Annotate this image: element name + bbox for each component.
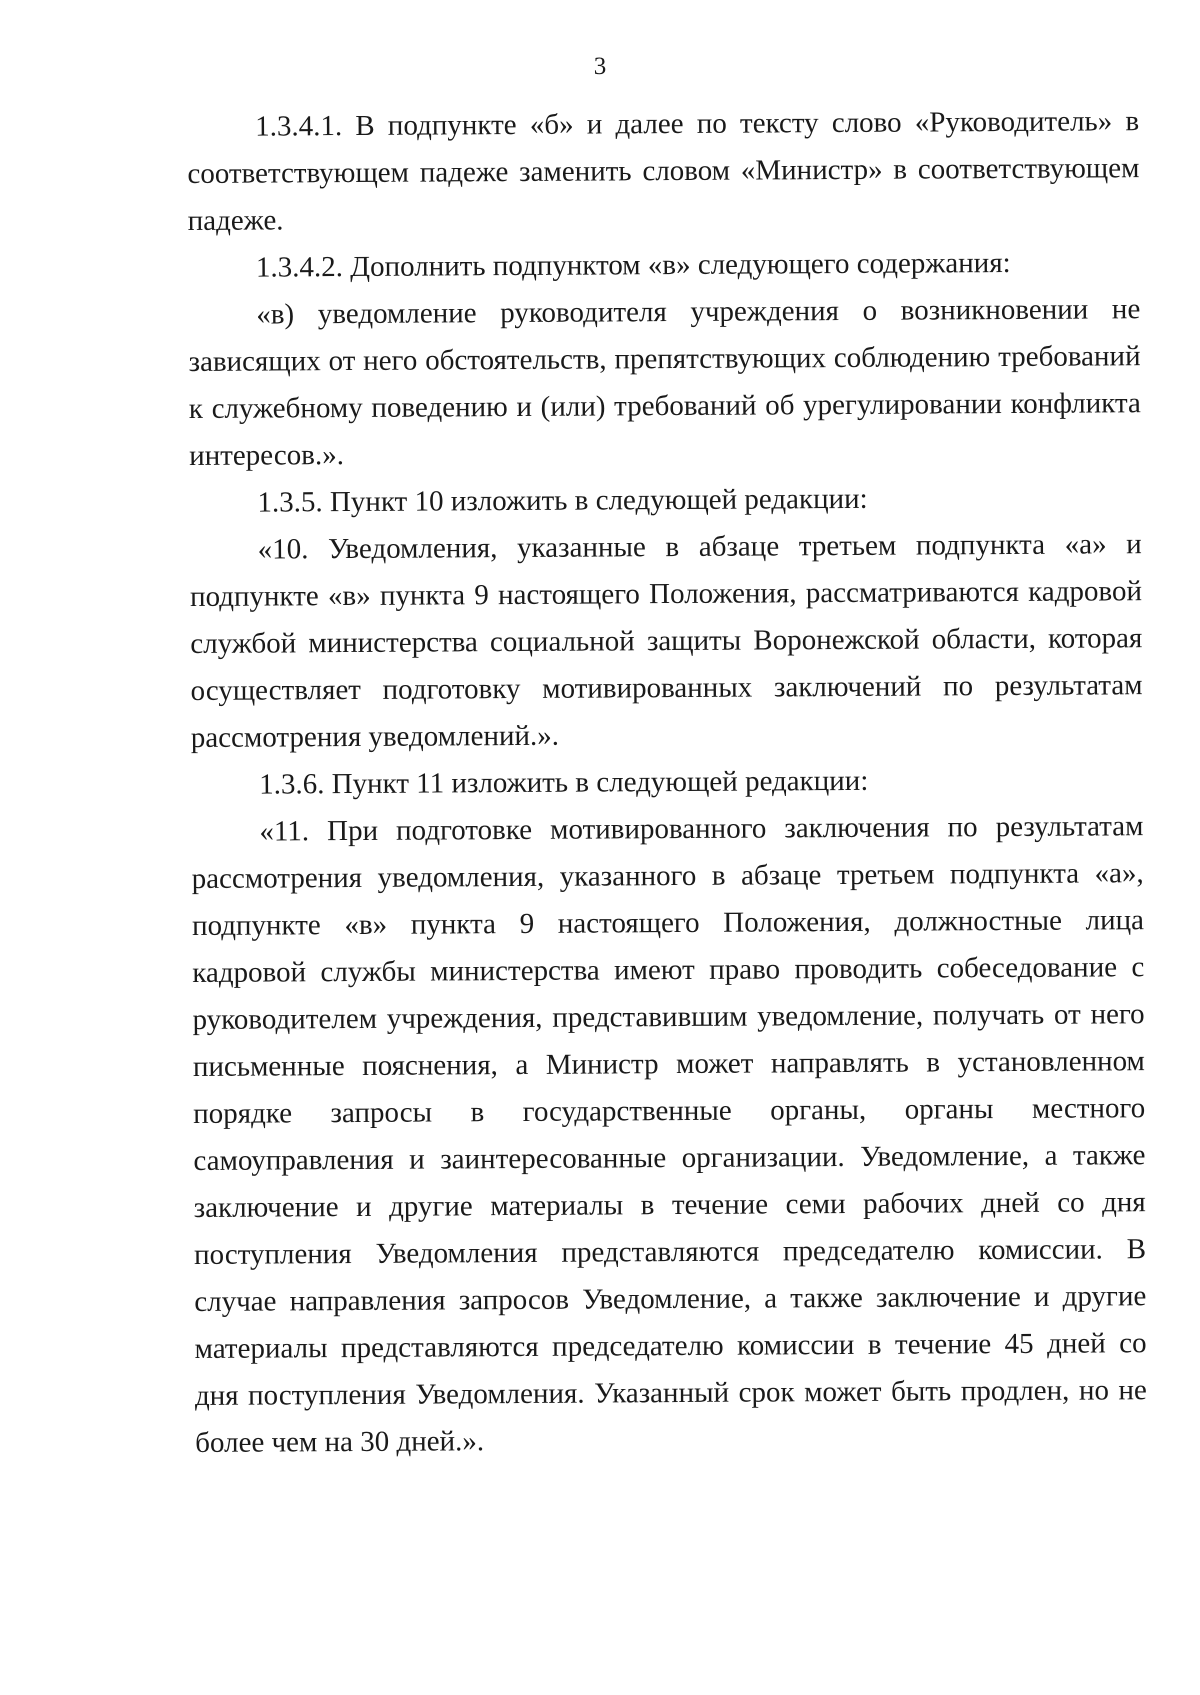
paragraph-subpoint-v: «в) уведомление руководителя учреждения о возникновении не зависящих от него обстоятельств, препятствующих соблюдению требований к служебному поведению и (или) требований об урегулировании конфликта интересов.». — [188, 293, 1141, 472]
paragraph-1-3-5: 1.3.5. Пункт 10 изложить в следующей редакции: — [257, 482, 868, 519]
paragraph-1-3-4-2: 1.3.4.2. Дополнить подпунктом «в» следующего содержания: — [255, 246, 1011, 284]
paragraph-point-10: «10. Уведомления, указанные в абзаце третьем подпункта «а» и подпункте «в» пункта 9 настоящего Положения, рассматриваются кадровой службой министерства социальной защиты Воронежской области, которая осуществляет подготовку мотивированных заключений по результатам рассмотрения уведомлений.». — [189, 528, 1143, 754]
page-number: 3 — [593, 53, 607, 80]
paragraph-1-3-4-1: 1.3.4.1. В подпункте «б» и далее по тексту слово «Руководитель» в соответствующем падеже заменить словом «Министр» в соответствующем падеже. — [187, 105, 1140, 237]
paragraph-point-11: «11. При подготовке мотивированного заключения по результатам рассмотрения уведомления, указанного в абзаце третьем подпункта «а», подпункте «в» пункта 9 настоящего Положения, должностные лица кадровой службы министерства имеют право проводить собеседование с руководителем учреждения, представившим уведомление, получать от него письменные пояснения, а Министр может направлять в установленном порядке запросы в государственные органы, органы местного самоуправления и заинтересованные организации. Уведомление, а также заключение и другие материалы в течение семи рабочих дней со дня поступления Уведомления представляются председателю комиссии. В случае направления запросов Уведомление, а также заключение и другие материалы представляются председателю комиссии в течение 45 дней со дня поступления Уведомления. Указанный срок может быть продлен, но не более чем на 30 дней.». — [191, 810, 1147, 1459]
paragraph-1-3-6: 1.3.6. Пункт 11 изложить в следующей редакции: — [259, 764, 869, 801]
document-body — [187, 98, 1147, 1467]
